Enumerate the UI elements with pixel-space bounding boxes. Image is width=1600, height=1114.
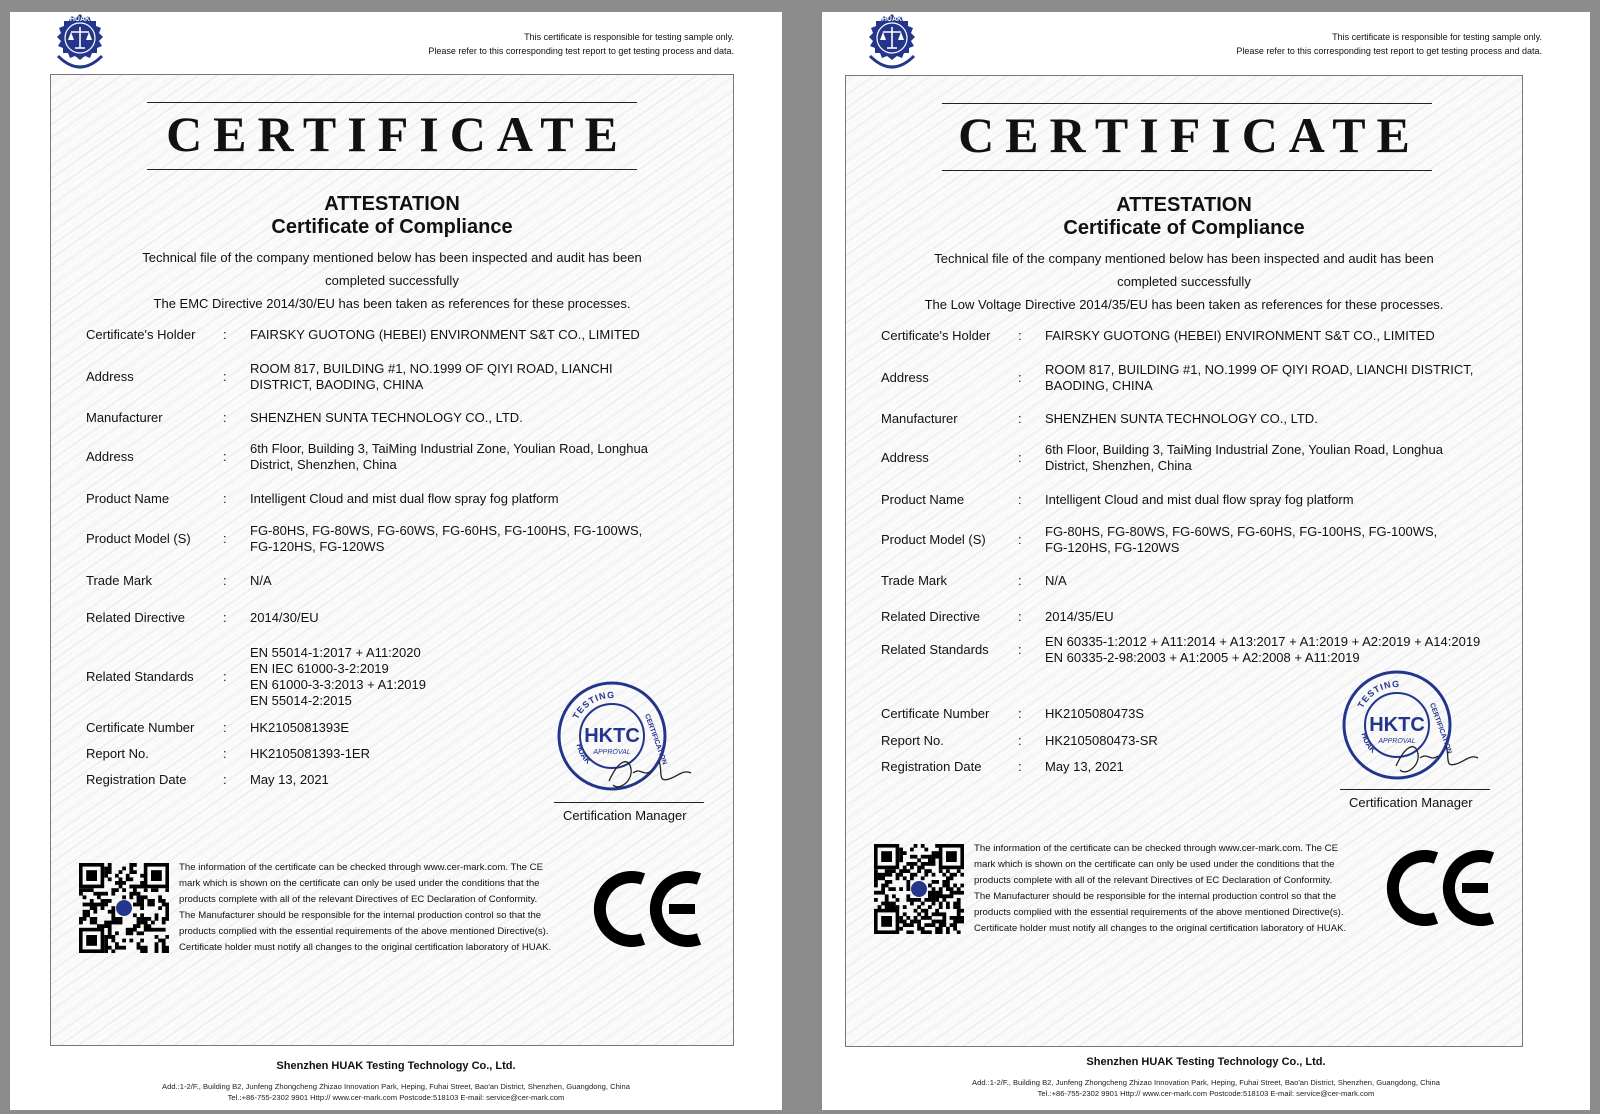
field-value: [250, 610, 725, 626]
field-label: Address: [881, 450, 929, 465]
field-value-line: EN 61000-3-3:2013 + A1:2019: [250, 677, 427, 692]
field-value-line: 2014/35/EU: [1045, 609, 1114, 624]
logo-text: HUAK: [881, 16, 903, 23]
field-value-line: HK2105080473S: [1045, 706, 1145, 721]
subtitle-attestation: ATTESTATION: [324, 193, 460, 215]
field-label: Certificate's Holder: [881, 328, 991, 343]
disclaimer-line: products complied with the essential requirements of the above mentioned Directive(s).: [974, 907, 1344, 918]
stamp-top-text: TESTING: [570, 689, 616, 721]
field-value-line: FG-120HS, FG-120WS: [1045, 540, 1180, 555]
qr-disclaimer: [974, 841, 1384, 937]
field-row: [881, 524, 1521, 556]
intro-text: [51, 246, 733, 315]
field-label: Manufacturer: [881, 411, 958, 426]
field-row: [86, 361, 726, 393]
field-row: [86, 441, 726, 473]
field-value-line: May 13, 2021: [250, 772, 329, 787]
field-value: [250, 410, 725, 426]
stamp-center-text: HKTC: [584, 725, 640, 747]
field-colon: :: [223, 449, 227, 464]
field-label: Address: [86, 449, 134, 464]
disclaimer-line: The information of the certificate can be checked through www.cer-mark.com. The CE: [179, 862, 544, 873]
field-value-line: EN 55014-1:2017 + A11:2020: [250, 645, 421, 660]
field-value-line: FAIRSKY GUOTONG (HEBEI) ENVIRONMENT S&T CO., LIMITED: [1045, 328, 1435, 343]
title-rule: [147, 102, 637, 103]
field-label: Related Standards: [86, 669, 194, 684]
field-colon: :: [223, 491, 227, 506]
field-label: Related Standards: [881, 642, 989, 657]
footer-contact: Tel.:+86-755-2302 9901 Http:// www.cer-mark.com Postcode:518103 E-mail: service@cer-mark.com: [227, 1093, 565, 1102]
ce-mark-icon: [1384, 846, 1502, 930]
field-value: [1045, 328, 1520, 344]
field-value-line: SHENZHEN SUNTA TECHNOLOGY CO., LTD.: [250, 410, 523, 425]
logo-text: HUAK: [69, 16, 91, 23]
field-row: [881, 609, 1521, 625]
field-label: Report No.: [86, 746, 149, 761]
disclaimer-line: The Manufacturer should be responsible for the internal production control so that the: [179, 910, 542, 921]
field-row: [881, 328, 1521, 344]
disclaimer-line: products complete with all of the relevant Directives of EC Declaration of Conformity.: [179, 894, 538, 905]
field-value-line: SHENZHEN SUNTA TECHNOLOGY CO., LTD.: [1045, 411, 1318, 426]
signature-text: Jason Zhou: [661, 787, 693, 793]
field-colon: :: [1018, 642, 1022, 657]
title-rule: [147, 169, 637, 170]
notice-line: This certificate is responsible for testing sample only.: [524, 32, 734, 42]
field-colon: :: [223, 669, 227, 684]
field-row: [86, 410, 726, 426]
footer-contact: Tel.:+86-755-2302 9901 Http:// www.cer-mark.com Postcode:518103 E-mail: service@cer-mark.com: [1037, 1089, 1375, 1098]
field-value-line: HK2105080473-SR: [1045, 733, 1158, 748]
disclaimer-line: mark which is shown on the certificate can only be used under the conditions that the: [179, 878, 540, 889]
stamp-sub-text: APPROVAL: [1378, 738, 1416, 745]
disclaimer-line: products complete with all of the relevant Directives of EC Declaration of Conformity.: [974, 875, 1333, 886]
field-row: [86, 523, 726, 555]
field-label: Certificate's Holder: [86, 327, 196, 342]
footer-address: Add.:1-2/F., Building B2, Junfeng Zhongcheng Zhizao Innovation Park, Heping, Fuhai Street, Bao'an District, Shenzhen, Guangdong, China: [162, 1082, 630, 1091]
field-value: [250, 441, 725, 473]
field-value-line: District, Shenzhen, China: [1045, 458, 1192, 473]
intro-line: completed successfully: [1117, 274, 1251, 289]
field-value-line: EN 60335-1:2012 + A11:2014 + A13:2017 + A1:2019 + A2:2019 + A14:2019: [1045, 634, 1481, 649]
huak-logo-icon: [50, 12, 110, 76]
field-colon: :: [223, 720, 227, 735]
intro-line: Technical file of the company mentioned below has been inspected and audit has been: [934, 251, 1434, 266]
stamp-right-text: CERTIFICATION: [1427, 702, 1453, 755]
field-label: Address: [881, 370, 929, 385]
disclaimer-line: mark which is shown on the certificate can only be used under the conditions that the: [974, 859, 1335, 870]
huak-logo-icon: [862, 12, 922, 76]
qr-disclaimer: [179, 860, 589, 956]
subtitle-compliance: Certificate of Compliance: [271, 216, 513, 238]
field-value-line: 6th Floor, Building 3, TaiMing Industrial Zone, Youlian Road, Longhua: [1045, 442, 1443, 457]
field-value: [250, 361, 725, 393]
field-value-line: DISTRICT, BAODING, CHINA: [250, 377, 424, 392]
field-row: [881, 492, 1521, 508]
subtitle-attestation: ATTESTATION: [1116, 194, 1252, 216]
field-value-line: May 13, 2021: [1045, 759, 1124, 774]
field-value: [1045, 524, 1520, 556]
subtitle-compliance: Certificate of Compliance: [1063, 217, 1305, 239]
title-rule: [942, 103, 1432, 104]
field-value-line: HK2105081393E: [250, 720, 350, 735]
field-value: [250, 523, 725, 555]
field-value-line: Intelligent Cloud and mist dual flow spray fog platform: [250, 491, 559, 506]
certificate-lvd: [822, 12, 1590, 1110]
qr-code-icon: [79, 863, 169, 953]
certificate-title: CERTIFICATE: [166, 106, 629, 162]
intro-line: The Low Voltage Directive 2014/35/EU has been taken as references for these processes.: [924, 297, 1444, 312]
field-value-line: HK2105081393-1ER: [250, 746, 370, 761]
field-value: [1045, 609, 1520, 625]
field-value-line: FG-120HS, FG-120WS: [250, 539, 385, 554]
notice: [1236, 30, 1542, 58]
field-row: [86, 573, 726, 589]
field-value-line: EN 60335-2-98:2003 + A1:2005 + A2:2008 + A11:2019: [1045, 650, 1360, 665]
field-colon: :: [1018, 492, 1022, 507]
intro-text: [846, 247, 1522, 316]
field-value-line: Intelligent Cloud and mist dual flow spray fog platform: [1045, 492, 1354, 507]
field-colon: :: [1018, 450, 1022, 465]
stamp-top-text: TESTING: [1355, 678, 1401, 710]
field-colon: :: [223, 772, 227, 787]
stamp-left-text: HUAK: [574, 742, 593, 766]
field-colon: :: [1018, 411, 1022, 426]
field-label: Certificate Number: [86, 720, 195, 735]
field-colon: :: [1018, 370, 1022, 385]
field-value-line: EN IEC 61000-3-2:2019: [250, 661, 389, 676]
signature-caption: Certification Manager: [1349, 795, 1473, 810]
certificate-body: [845, 75, 1523, 1047]
field-colon: :: [1018, 733, 1022, 748]
disclaimer-line: Certificate holder must notify all changes to the original certification laboratory of HUAK.: [179, 942, 552, 953]
field-colon: :: [223, 746, 227, 761]
field-row: [881, 573, 1521, 589]
field-label: Related Directive: [86, 610, 185, 625]
field-value-line: 6th Floor, Building 3, TaiMing Industrial Zone, Youlian Road, Longhua: [250, 441, 648, 456]
field-value-line: ROOM 817, BUILDING #1, NO.1999 OF QIYI ROAD, LIANCHI: [250, 361, 613, 376]
field-label: Report No.: [881, 733, 944, 748]
certificate-body: [50, 74, 734, 1046]
field-value: [250, 573, 725, 589]
field-row: [881, 442, 1521, 474]
title-rule: [942, 170, 1432, 171]
qr-code-icon: [874, 844, 964, 934]
signature-icon: [1386, 736, 1506, 780]
field-value-line: FG-80HS, FG-80WS, FG-60WS, FG-60HS, FG-100HS, FG-100WS,: [250, 523, 643, 538]
field-value: [1045, 362, 1520, 394]
field-colon: :: [223, 610, 227, 625]
field-colon: :: [223, 573, 227, 588]
disclaimer-line: The information of the certificate can be checked through www.cer-mark.com. The CE: [974, 843, 1339, 854]
field-colon: :: [1018, 759, 1022, 774]
field-label: Certificate Number: [881, 706, 990, 721]
field-value-line: N/A: [250, 573, 272, 588]
intro-line: The EMC Directive 2014/30/EU has been taken as references for these processes.: [153, 296, 631, 311]
field-row: [881, 411, 1521, 427]
field-colon: :: [223, 531, 227, 546]
disclaimer-line: products complied with the essential requirements of the above mentioned Directive(s).: [179, 926, 549, 937]
field-colon: :: [1018, 573, 1022, 588]
ce-mark-icon: [591, 867, 709, 951]
field-label: Product Name: [86, 491, 170, 506]
field-colon: :: [1018, 532, 1022, 547]
field-value: [1045, 492, 1520, 508]
field-value-line: EN 55014-2:2015: [250, 693, 352, 708]
field-label: Product Model (S): [881, 532, 986, 547]
field-value: [1045, 411, 1520, 427]
field-label: Registration Date: [881, 759, 982, 774]
field-colon: :: [223, 327, 227, 342]
intro-line: Technical file of the company mentioned below has been inspected and audit has been: [142, 250, 642, 265]
signature-icon: [599, 751, 719, 795]
field-value: [250, 491, 725, 507]
field-row: [86, 327, 726, 343]
stamp-sub-text: APPROVAL: [593, 749, 631, 756]
field-colon: :: [1018, 609, 1022, 624]
field-value-line: ROOM 817, BUILDING #1, NO.1999 OF QIYI ROAD, LIANCHI DISTRICT,: [1045, 362, 1474, 377]
field-row: [881, 362, 1521, 394]
field-value-line: FG-80HS, FG-80WS, FG-60WS, FG-60HS, FG-100HS, FG-100WS,: [1045, 524, 1438, 539]
signature-line: [1340, 789, 1490, 790]
field-colon: :: [223, 369, 227, 384]
footer-company: Shenzhen HUAK Testing Technology Co., Ltd.: [276, 1060, 516, 1072]
field-value-line: District, Shenzhen, China: [250, 457, 397, 472]
field-label: Related Directive: [881, 609, 980, 624]
field-value-line: BAODING, CHINA: [1045, 378, 1153, 393]
footer-address: Add.:1-2/F., Building B2, Junfeng Zhongcheng Zhizao Innovation Park, Heping, Fuhai Street, Bao'an District, Shenzhen, Guangdong, China: [972, 1078, 1440, 1087]
stamp-right-text: CERTIFICATION: [642, 713, 668, 766]
field-value-line: N/A: [1045, 573, 1067, 588]
field-row: [86, 491, 726, 507]
field-row: [881, 634, 1521, 666]
field-label: Manufacturer: [86, 410, 163, 425]
footer-company: Shenzhen HUAK Testing Technology Co., Ltd.: [1086, 1056, 1326, 1068]
field-value: [1045, 573, 1520, 589]
notice-line: This certificate is responsible for testing sample only.: [1332, 32, 1542, 42]
stamp-center-text: HKTC: [1369, 714, 1425, 736]
field-row: [86, 610, 726, 626]
field-colon: :: [223, 410, 227, 425]
notice-line: Please refer to this corresponding test report to get testing process and data.: [1236, 46, 1542, 56]
field-label: Trade Mark: [881, 573, 947, 588]
signature-text: Jason Zhou: [1448, 772, 1480, 778]
field-value-line: 2014/30/EU: [250, 610, 319, 625]
certificate-emc: [10, 12, 782, 1110]
disclaimer-line: The Manufacturer should be responsible for the internal production control so that the: [974, 891, 1337, 902]
notice-line: Please refer to this corresponding test report to get testing process and data.: [428, 46, 734, 56]
field-value: [1045, 442, 1520, 474]
field-value-line: FAIRSKY GUOTONG (HEBEI) ENVIRONMENT S&T CO., LIMITED: [250, 327, 640, 342]
field-label: Registration Date: [86, 772, 187, 787]
field-label: Trade Mark: [86, 573, 152, 588]
intro-line: completed successfully: [325, 273, 459, 288]
field-label: Product Model (S): [86, 531, 191, 546]
field-value: [1045, 634, 1520, 666]
signature-line: [554, 802, 704, 803]
signature-caption: Certification Manager: [563, 808, 687, 823]
certificate-title: CERTIFICATE: [958, 107, 1421, 163]
field-colon: :: [1018, 706, 1022, 721]
field-label: Product Name: [881, 492, 965, 507]
stamp-left-text: HUAK: [1359, 731, 1378, 755]
field-value: [250, 327, 725, 343]
field-colon: :: [1018, 328, 1022, 343]
notice: [428, 30, 734, 58]
disclaimer-line: Certificate holder must notify all changes to the original certification laboratory of HUAK.: [974, 923, 1347, 934]
field-label: Address: [86, 369, 134, 384]
